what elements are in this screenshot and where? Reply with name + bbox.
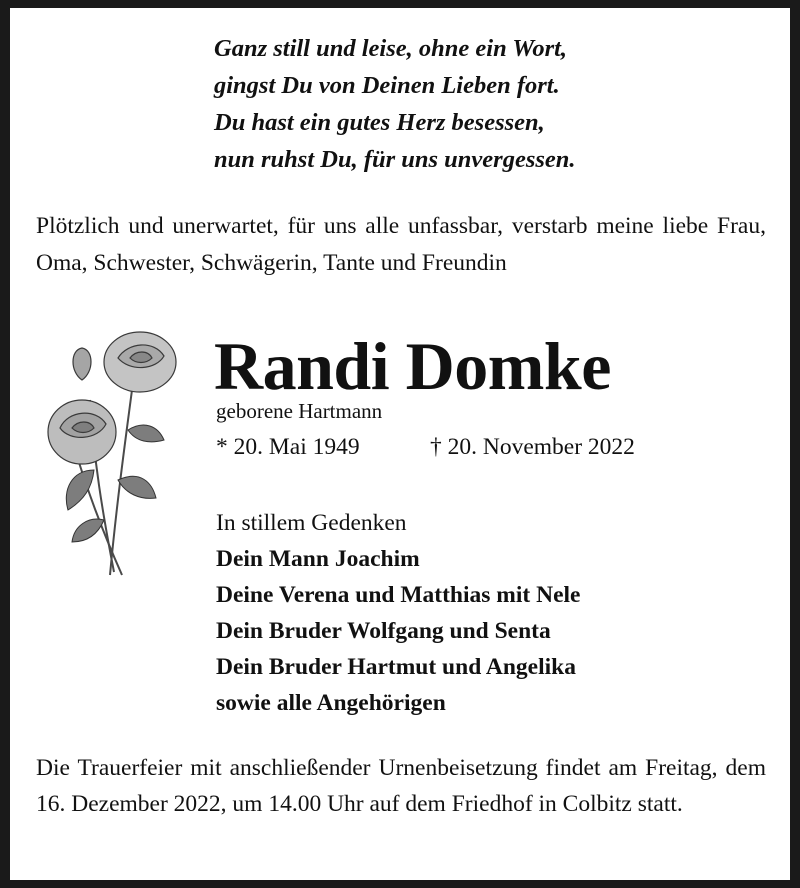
mourners-heading: In stillem Gedenken (216, 510, 407, 536)
mourner-name: Dein Bruder Wolfgang und Senta (216, 618, 551, 644)
birth-name: geborene Hartmann (216, 399, 383, 423)
poem-line: Du hast ein gutes Herz besessen, (214, 109, 545, 136)
mourner-name: Deine Verena und Matthias mit Nele (216, 582, 581, 608)
obituary-card (10, 8, 790, 880)
deceased-name: Randi Domke (214, 328, 611, 404)
death-date: † 20. November 2022 (430, 434, 635, 460)
poem (214, 30, 576, 178)
poem-line: nun ruhst Du, für uns unvergessen. (214, 146, 576, 173)
mourners-block (216, 505, 580, 721)
service-text: Die Trauerfeier mit anschließender Urnenbeisetzung findet am Freitag, dem 16. Dezember 2022, um 14.00 Uhr auf dem Friedhof in Colbitz statt. (36, 755, 766, 817)
mourner-name: sowie alle Angehörigen (216, 690, 446, 716)
poem-line: gingst Du von Deinen Lieben fort. (214, 72, 560, 99)
mourner-name: Dein Mann Joachim (216, 546, 420, 572)
intro-text: Plötzlich und unerwartet, für uns alle unfassbar, verstarb meine liebe Frau, Oma, Schwester, Schwägerin, Tante und Freundin (36, 213, 766, 276)
life-dates (216, 431, 635, 463)
roses-illustration (32, 320, 192, 580)
poem-line: Ganz still und leise, ohne ein Wort, (214, 35, 568, 62)
mourner-name: Dein Bruder Hartmut und Angelika (216, 654, 576, 680)
birth-date: * 20. Mai 1949 (216, 434, 360, 460)
